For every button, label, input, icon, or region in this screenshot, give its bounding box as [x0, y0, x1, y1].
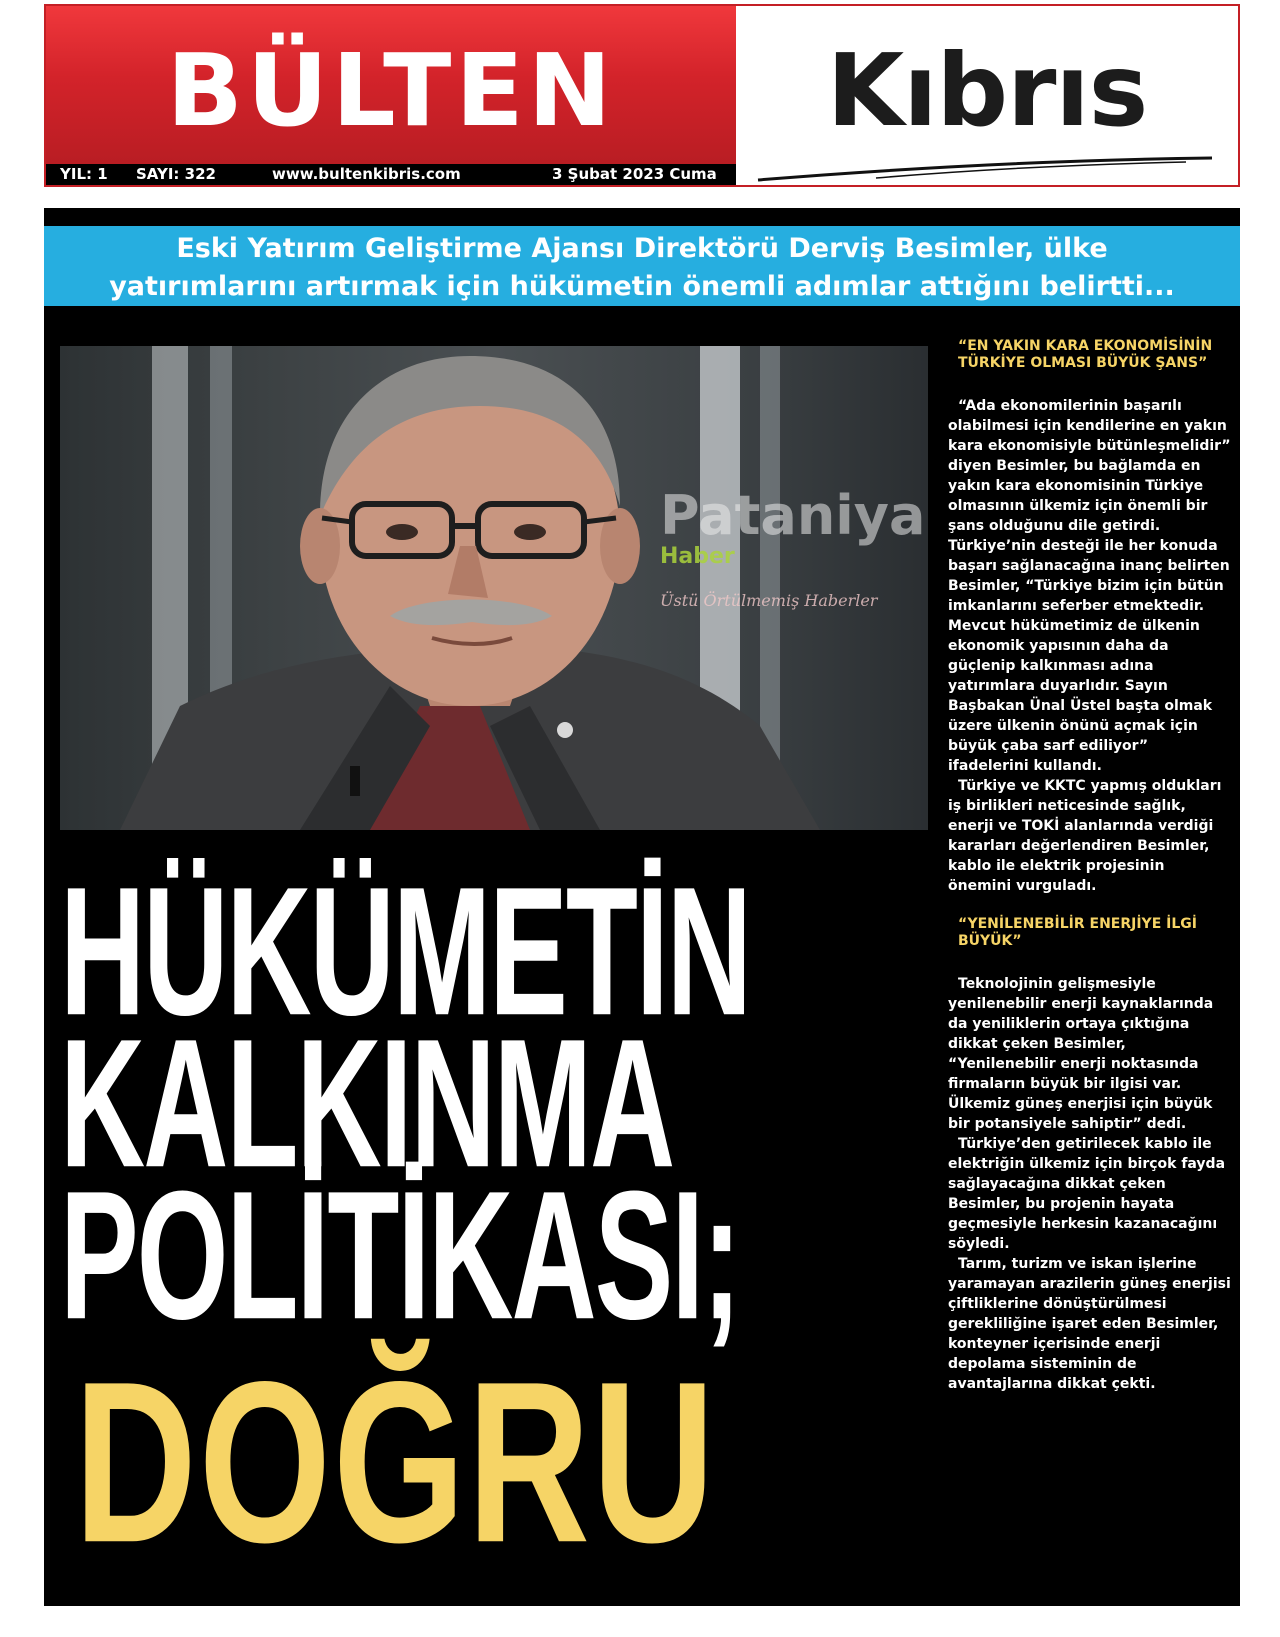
deck-line-1: Eski Yatırım Geliştirme Ajansı Direktörü Derviş Besimler, ülke: [176, 233, 1108, 264]
brand-right-word: Kıbrıs: [826, 32, 1148, 149]
article-column: [948, 338, 1232, 1394]
brand-left-word: BÜLTEN: [166, 32, 616, 149]
masthead: [44, 4, 1240, 187]
headline-line-4: DOĞRU: [74, 1334, 717, 1592]
headline-line-2: KALKINMA: [60, 1001, 674, 1207]
front-page-panel: [44, 208, 1240, 1606]
headline-line-1: HÜKÜMETİN: [60, 849, 750, 1055]
article-paragraph-3: Teknolojinin gelişmesiyle yenilenebilir enerji kaynaklarında da yeniliklerin ortaya çıktığına dikkat çeken Besimler, “Yenilenebilir enerji noktasında firmaların büyük bir ilgisi var. Ülkemiz güneş enerjisi için büyük bir potansiyele sahiptir” dedi.: [948, 976, 1214, 1132]
article-paragraph-4: Türkiye’den getirilecek kablo ile elektriğin ülkemiz için birçok fayda sağlayacağına dikkat çeken Besimler, bu projenin hayata geçmesiyle herkesin kazanacağını söyledi.: [948, 1136, 1226, 1252]
brand-right-block: [736, 6, 1238, 185]
article-paragraph-5: Tarım, turizm ve iskan işlerine yaramayan arazilerin güneş enerjisi çiftliklerine dönüştürülmesi gerekliliğine işaret eden Besimler, konteyner içerisinde enerji depolama sisteminin de avantajlarına dikkat çekti.: [948, 1256, 1231, 1392]
issue-label: SAYI: 322: [136, 165, 216, 183]
deck-banner: [44, 226, 1240, 306]
portrait-illustration: [60, 346, 928, 830]
year-label: YIL: 1: [60, 165, 108, 183]
website-link[interactable]: www.bultenkibris.com: [272, 165, 461, 183]
date-label: 3 Şubat 2023 Cuma: [552, 165, 717, 183]
watermark-brand: Pataniya: [660, 484, 926, 547]
brand-left-block: [46, 6, 736, 164]
watermark-sub: Haber: [660, 544, 735, 569]
article-paragraph-1: “Ada ekonomilerinin başarılı olabilmesi için kendilerine en yakın kara ekonomisiyle bütünleşmelidir” diyen Besimler, bu bağlamda en yakın kara ekonomisinin Türkiye olmasının ülkemiz için önemli bir şans olduğunu dile getirdi. Türkiye’nin desteği ile her konuda başarı sağlanacağına inanç belirten Besimler, “Türkiye bizim için bütün imkanlarını seferber etmektedir. Mevcut hükümetimiz de ülkenin ekonomik yapısının daha da güçlenip kalkınması adına yatırımlara duyarlıdır. Sayın Başbakan Ünal Üstel başta olmak üzere ülkenin önünü açmak için büyük çaba sarf ediliyor” ifadelerini kullandı.: [948, 398, 1231, 774]
article-subhead-1: “EN YAKIN KARA EKONOMİSİNİN TÜRKİYE OLMASI BÜYÜK ŞANS”: [958, 338, 1213, 371]
portrait-photo: [60, 346, 928, 830]
swoosh-decoration: [756, 154, 1216, 184]
watermark-tagline: Üstü Örtülmemiş Haberler: [660, 591, 878, 610]
issue-info-strip: [46, 164, 736, 185]
article-paragraph-2: Türkiye ve KKTC yapmış oldukları iş birlikleri neticesinde sağlık, enerji ve TOKİ alanlarında verdiği kararları değerlendiren Besimler, kablo ile elektrik projesinin önemini vurguladı.: [948, 778, 1222, 894]
article-subhead-2: “YENİLENEBİLİR ENERJİYE İLGİ BÜYÜK”: [958, 916, 1197, 949]
deck-line-2: yatırımlarını artırmak için hükümetin önemli adımlar attığını belirtti...: [109, 271, 1175, 302]
headline-line-3: POLİTİKASI;: [60, 1153, 740, 1359]
